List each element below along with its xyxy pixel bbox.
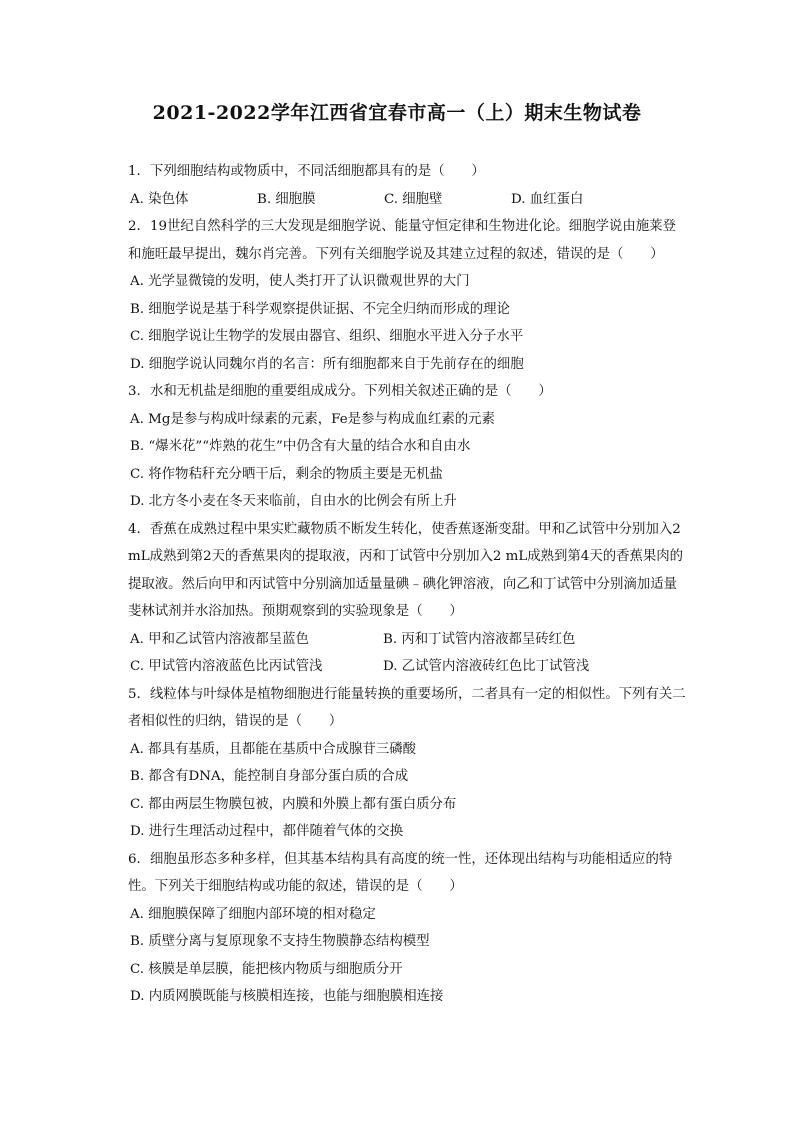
question-number: 5.: [128, 686, 141, 702]
question-number: 6.: [128, 851, 141, 867]
question-5: [128, 681, 688, 846]
option-row: [128, 186, 688, 214]
option-c: C. 都由两层生物膜包被，内膜和外膜上都有蛋白质分布: [130, 796, 457, 812]
option-b: B. 细胞学说是基于科学观察提供证据、不完全归纳而形成的理论: [130, 301, 510, 317]
option-a: A. 细胞膜保障了细胞内部环境的相对稳定: [130, 906, 376, 922]
question-number: 2.: [128, 219, 141, 234]
option-c: C. 核膜是单层膜，能把核内物质与细胞质分开: [130, 961, 403, 977]
option-d: D. 北方冬小麦在冬天来临前，自由水的比例会有所上升: [130, 494, 457, 509]
option-a: A. Mg是参与构成叶绿素的元素，Fe是参与构成血红素的元素: [130, 411, 495, 427]
option-c: C. 细胞壁: [384, 191, 443, 207]
question-stem: 香蕉在成熟过程中果实贮藏物质不断发生转化，使香蕉逐渐变甜。甲和乙试管中分别加入2mL成熟到第2天的香蕉果肉的提取液，丙和丁试管中分别加入2 mL成熟到第4天的香蕉果肉的提取液。然后向甲和丙试管中分别滴加适量量碘﹣碘化钾溶液，向乙和丁试管中分别滴加适量斐林试剂并水浴加热。预期观察到的实验现象是（ ）: [128, 521, 684, 619]
question-stem: 细胞虽形态多种多样，但其基本结构具有高度的统一性，还体现出结构与功能相适应的特性。下列关于细胞结构或功能的叙述，错误的是（ ）: [128, 851, 673, 894]
question-number: 1.: [128, 164, 141, 179]
option-d: D. 进行生理活动过程中，都伴随着气体的交换: [130, 824, 404, 839]
option-b: B. 丙和丁试管内溶液都呈砖红色: [383, 631, 576, 647]
option-row: [128, 653, 688, 681]
question-1: [128, 158, 688, 213]
question-2: [128, 213, 688, 378]
option-d: D. 血红蛋白: [511, 191, 584, 207]
question-6: [128, 846, 688, 1011]
option-a: A. 甲和乙试管内溶液都呈蓝色: [130, 631, 309, 647]
option-b: B. 质壁分离与复原现象不支持生物膜静态结构模型: [130, 934, 430, 949]
question-number: 3.: [128, 384, 141, 399]
option-c: C. 细胞学说让生物学的发展由器官、组织、细胞水平进入分子水平: [130, 329, 524, 344]
question-stem: 线粒体与叶绿体是植物细胞进行能量转换的重要场所，二者具有一定的相似性。下列有关二者相似性的归纳，错误的是（ ）: [128, 686, 686, 729]
question-list: [128, 158, 688, 1011]
option-a: A. 染色体: [130, 191, 189, 207]
option-b: B. “爆米花”“炸熟的花生”中仍含有大量的结合水和自由水: [130, 439, 471, 454]
question-stem: 19世纪自然科学的三大发现是细胞学说、能量守恒定律和生物进化论。细胞学说由施莱登和施旺最早提出，魏尔肖完善。下列有关细胞学说及其建立过程的叙述，错误的是（ ）: [128, 219, 676, 262]
question-stem: 水和无机盐是细胞的重要组成成分。下列相关叙述正确的是（ ）: [150, 384, 552, 399]
question-4: [128, 516, 688, 681]
question-stem: 下列细胞结构或物质中，不同活细胞都具有的是（ ）: [150, 164, 485, 179]
option-a: A. 光学显微镜的发明，使人类打开了认识微观世界的大门: [130, 274, 470, 289]
option-row: [128, 626, 688, 654]
option-c: C. 将作物秸秆充分晒干后，剩余的物质主要是无机盐: [130, 466, 443, 482]
option-b: B. 都含有DNA，能控制自身部分蛋白质的合成: [130, 769, 409, 784]
exam-title: 2021-2022学年江西省宜春市高一（上）期末生物试卷: [152, 102, 642, 124]
option-d: D. 内质网膜既能与核膜相连接，也能与细胞膜相连接: [130, 989, 444, 1004]
option-b: B. 细胞膜: [257, 191, 316, 207]
option-d: D. 细胞学说认同魏尔肖的名言：所有细胞都来自于先前存在的细胞: [130, 356, 524, 372]
option-a: A. 都具有基质，且都能在基质中合成腺苷三磷酸: [130, 741, 416, 757]
option-d: D. 乙试管内溶液砖红色比丁试管浅: [383, 659, 590, 674]
question-number: 4.: [128, 521, 141, 537]
question-3: [128, 378, 688, 516]
option-c: C. 甲试管内溶液蓝色比丙试管浅: [130, 659, 323, 674]
